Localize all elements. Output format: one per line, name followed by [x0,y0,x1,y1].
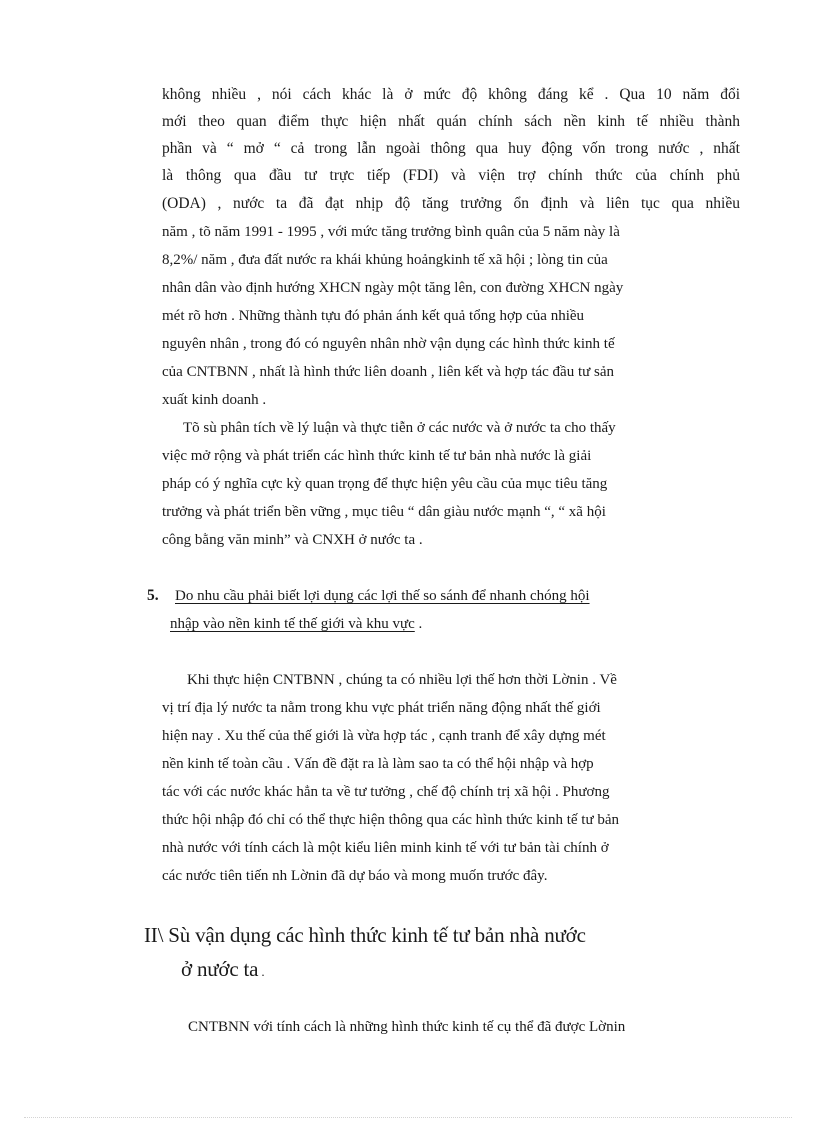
paragraph-line: là thông qua đầu tư trực tiếp (FDI) và viện trợ chính thức của chính phủ [162,167,740,184]
paragraph-line: nhân dân vào định hướng XHCN ngày một tăng lên, con đường XHCN ngày [162,280,624,296]
chapter-heading-line2 [181,956,264,985]
paragraph-line: xuất kinh doanh . [162,392,267,408]
paragraph-line: của CNTBNN , nhất là hình thức liên doanh , liên kết và hợp tác đầu tư sản [162,364,614,380]
paragraph-line: Tõ sù phân tích về lý luận và thực tiễn ở các nước và ở nước ta cho thấy [183,420,616,436]
paragraph-line: Khi thực hiện CNTBNN , chúng ta có nhiều lợi thế hơn thời Lờnin . Về [187,672,617,688]
paragraph-line: trưởng và phát triển bền vững , mục tiêu “ dân giàu nước mạnh “, “ xã hội [162,504,606,520]
paragraph-line: không nhiều , nói cách khác là ở mức độ không đáng kể . Qua 10 năm đổi [162,86,740,103]
paragraph-line: (ODA) , nước ta đã đạt nhịp độ tăng trưởng ổn định và liên tục qua nhiều [162,195,740,212]
chapter-heading-tail: . [258,964,265,979]
paragraph-line: mới theo quan điểm thực hiện nhất quán chính sách nền kinh tế nhiều thành [162,113,740,130]
paragraph-line: việc mở rộng và phát triển các hình thức kinh tế tư bản nhà nước là giải [162,448,592,464]
paragraph-line: công bằng văn minh” và CNXH ở nước ta . [162,532,423,548]
paragraph-line: hiện nay . Xu thế của thế giới là vừa hợp tác , cạnh tranh để xây dựng mét [162,728,606,744]
paragraph-line: nhà nước với tính cách là một kiểu liên minh kinh tế với tư bản tài chính ở [162,840,609,856]
paragraph-line: mét rõ hơn . Những thành tựu đó phản ánh kết quả tổng hợp của nhiều [162,308,585,324]
paragraph-line: 8,2%/ năm , đưa đất nước ra khái khủng hoảngkinh tế xã hội ; lòng tin của [162,252,608,268]
paragraph-line: nền kinh tế toàn cầu . Vấn đề đặt ra là làm sao ta có thể hội nhập và hợp [162,756,594,772]
section-title-underlined: nhập vào nền kinh tế thế giới và khu vực [170,616,415,632]
paragraph-line: các nước tiên tiến nh Lờnin đã dự báo và mong muốn trước đây. [162,868,548,884]
chapter-heading-text: ở nước ta [181,957,259,981]
paragraph-line: pháp có ý nghĩa cực kỳ quan trọng để thực hiện yêu cầu của mục tiêu tăng [162,476,608,492]
paragraph-line: tác với các nước khác hẳn ta về tư tưởng , chế độ chính trị xã hội . Phương [162,784,610,800]
paragraph-line: nguyên nhân , trong đó có nguyên nhân nhờ vận dụng các hình thức kinh tế [162,336,615,352]
paragraph-line: phần và “ mở “ cả trong lẫn ngoài thông qua huy động vốn trong nước , nhất [162,140,740,157]
page-bottom-divider [24,1117,792,1118]
paragraph-line: CNTBNN với tính cách là những hình thức kinh tế cụ thể đã được Lờnin [188,1019,626,1035]
section-title-line: Do nhu cầu phải biết lợi dụng các lợi thế so sánh để nhanh chóng hội [175,588,590,604]
paragraph-line: năm , tõ năm 1991 - 1995 , với mức tăng trưởng bình quân của 5 năm này là [162,224,620,240]
paragraph-line: vị trí địa lý nước ta nằm trong khu vực phát triển năng động nhất thế giới [162,700,601,716]
chapter-heading: II\ Sù vận dụng các hình thức kinh tế tư bản nhà nước [144,923,586,947]
section-title-line [170,614,422,634]
paragraph-line: thức hội nhập đó chỉ có thể thực hiện thông qua các hình thức kinh tế tư bản [162,812,619,828]
section-number: 5. [147,587,159,604]
section-title-tail: . [414,616,423,632]
